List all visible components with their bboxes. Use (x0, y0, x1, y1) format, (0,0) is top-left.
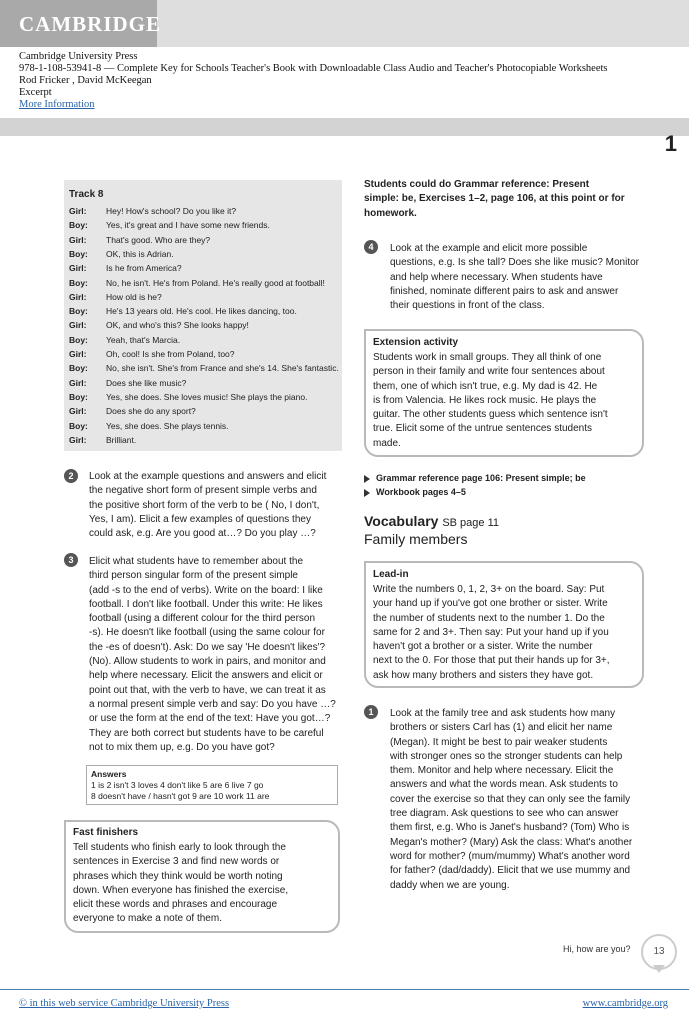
text-line: your hand up if you've got one brother or sister. Write (373, 598, 608, 610)
speech-text: How old is he? (106, 291, 162, 302)
exercise-3-text (89, 555, 344, 755)
speech-text: No, he isn't. He's from Poland. He's really good at football! (106, 277, 325, 288)
text-line: They are both correct but students have to be careful (89, 727, 324, 739)
speaker-label: Girl: (69, 206, 87, 216)
text-line: the negative short form of present simple verbs and (89, 485, 317, 497)
text-line: person in their family and write four sentences about (373, 366, 605, 378)
text-line: tree diagram. Ask questions to see who can answer (390, 808, 619, 820)
speaker-label: Boy: (69, 220, 88, 231)
text-line: third person singular form of the present simple (89, 570, 298, 582)
text-line: the positive short form of the verb to be ( No, I don't, (89, 499, 320, 511)
speaker-label: Girl: (69, 349, 87, 359)
text-line: Look at the family tree and ask students how many (390, 708, 616, 719)
text-line: next to the 0. For those that put their hands up for 3+, (373, 655, 610, 667)
text-line: down. When everyone has finished the exercise, (73, 884, 289, 896)
text-line: (Megan). It might be best to pair weaker students (390, 736, 608, 748)
lead-in-heading: Lead-in (373, 569, 409, 580)
text-line: them. Monitor and help where necessary. Elicit the (390, 765, 614, 777)
text-line: for father? (dad/daddy). Elicit that we use mummy and (390, 865, 631, 877)
copyright-link[interactable]: © in this web service Cambridge University Press (19, 998, 230, 1009)
speaker-label: Girl: (69, 263, 87, 274)
text-line: football (using a different colour for the third person (89, 613, 316, 625)
extension-text (373, 351, 641, 451)
exercise-4-text (390, 242, 655, 313)
speaker-label: Boy: (69, 306, 88, 317)
exercise-3-number: 3 (64, 553, 78, 567)
text-line: and help where necessary. When students have (390, 271, 603, 283)
text-line: not to mix them up, e.g. Do you have got? (89, 741, 275, 753)
text-line: -s). He doesn't like football (using the same colour for (89, 627, 325, 639)
fast-finishers-box (64, 820, 340, 933)
exercise-2-text (89, 470, 344, 541)
chapter-number: 1 (664, 131, 677, 156)
cambridge-logo (0, 0, 162, 47)
running-head: Hi, how are you? (563, 944, 631, 954)
text-line: football. I don't like football. Under this write: He likes (89, 598, 323, 610)
speech-text: Yes, she does. She loves music! She plays the piano. (106, 391, 308, 402)
family-members-title: Family members (364, 531, 468, 547)
text-line: made. (373, 437, 401, 449)
answers-heading: Answers (91, 769, 127, 779)
text-line: cover the exercise so that they can only see the family (390, 793, 631, 805)
speaker-label: Boy: (69, 363, 88, 374)
text-line: homework. (364, 207, 417, 219)
authors: Rod Fricker , David McKeegan (19, 75, 152, 86)
text-line: the number of students next to the number 1. Do the (373, 612, 605, 624)
arrow-right-icon (364, 475, 370, 483)
speaker-label: Boy: (69, 420, 88, 431)
text-line: elicit these words and phrases and encourage (73, 899, 278, 911)
text-line: the -es of doesn't). Ask: Do we say 'He doesn't likes'? (89, 641, 326, 653)
speech-text: OK, and who's this? She looks happy! (106, 320, 249, 331)
text-line: Elicit what students have to remember about the (89, 556, 304, 567)
link-text: Workbook pages 4–5 (376, 487, 466, 497)
exercise-2-number: 2 (64, 469, 78, 483)
speech-text: Brilliant. (106, 434, 137, 445)
text-line: sentences in Exercise 3 and find new words or (73, 856, 280, 868)
vocabulary-heading (364, 513, 499, 529)
speech-text: Hey! How's school? Do you like it? (106, 206, 237, 216)
text-line: true. Elicit some of the untrue sentences students (373, 423, 593, 435)
answers-box (86, 765, 338, 805)
text-line: word for mother? (mum/mummy) What's another word (390, 850, 630, 862)
lead-in-box (364, 561, 644, 688)
text-line: Look at the example and elicit more possible (390, 243, 588, 254)
track-title: Track 8 (69, 189, 104, 200)
speaker-label: Boy: (69, 277, 88, 288)
text-line: brothers or sisters Carl has (1) and elicit her name (390, 722, 613, 734)
text-line: daddy when we are young. (390, 879, 510, 891)
speech-text: Does she do any sport? (106, 406, 196, 417)
publisher: Cambridge University Press (19, 51, 138, 62)
text-line: help where necessary. Elicit the answers and elicit or (89, 670, 323, 682)
grammar-reference-note (364, 178, 654, 221)
text-line: Look at the example questions and answers and elicit (89, 471, 327, 482)
extension-activity-box (364, 329, 644, 457)
text-line: Students work in small groups. They all think of one (373, 352, 602, 363)
text-line: Students could do Grammar reference: Present (364, 179, 590, 190)
speech-text: Yes, it's great and I have some new friends. (106, 220, 270, 231)
text-line: answers and what the words mean. Ask students to (390, 779, 618, 791)
speaker-label: Boy: (69, 248, 88, 259)
more-information-link[interactable]: More Information (19, 99, 95, 110)
divider-band (0, 118, 689, 136)
text-line: (No). Allow students to work in pairs, and monitor and (89, 656, 326, 668)
footer-divider (0, 989, 689, 990)
extension-heading: Extension activity (373, 337, 459, 348)
answers-row-1: 1 is 2 isn't 3 loves 4 don't like 5 are 6 live 7 go (91, 780, 264, 790)
exercise-4-number: 4 (364, 240, 378, 254)
text-line: same for 2 and 3+. Then say: Put your hand up if you (373, 626, 609, 638)
speech-text: Oh, cool! Is she from Poland, too? (106, 349, 235, 359)
speaker-label: Girl: (69, 320, 87, 331)
text-line: haven't got a brother or a sister. Write the number (373, 641, 593, 653)
speech-text: No, she isn't. She's from France and she's 14. She's fantastic. (106, 363, 339, 374)
book-metadata (19, 51, 608, 111)
speaker-label: Girl: (69, 377, 87, 388)
arrow-right-icon (364, 489, 370, 497)
track-transcript (64, 180, 342, 451)
speaker-label: Girl: (69, 434, 87, 445)
vocabulary-title: Vocabulary (364, 513, 439, 529)
text-line: finished, nominate different pairs to ask and answer (390, 285, 619, 297)
excerpt-label: Excerpt (19, 87, 52, 98)
speaker-label: Boy: (69, 334, 88, 345)
text-line: Yes, I am). Elicit a few examples of questions they (89, 513, 311, 525)
text-line: Megan's mother? (Mary) Ask the class: What's another (390, 836, 633, 848)
text-line: is from Valencia. He likes rock music. He plays the (373, 394, 597, 406)
text-line: could ask, e.g. Are you good at…? Do you play …? (89, 528, 316, 540)
isbn-title: 978-1-108-53941-8 — Complete Key for Schools Teacher's Book with Downloadable Class Audio and Teacher's Photocopiable Worksheets (19, 63, 608, 74)
fast-finishers-heading: Fast finishers (73, 827, 139, 838)
text-line: Write the numbers 0, 1, 2, 3+ on the board. Say: Put (373, 584, 605, 595)
speech-text: He's 13 years old. He's cool. He likes dancing, too. (106, 306, 297, 317)
speech-text: Is he from America? (106, 263, 182, 274)
speech-text: Yes, she does. She plays tennis. (106, 420, 229, 431)
website-link[interactable]: www.cambridge.org (582, 998, 668, 1009)
text-line: guitar. The other students guess which sentence isn't (373, 409, 608, 421)
brand-name: CAMBRIDGE (19, 12, 162, 36)
text-line: questions, e.g. Is she tall? Does she like music? Monitor (390, 257, 640, 269)
grammar-reference-link (364, 473, 586, 483)
page-number-badge: 13 (641, 934, 677, 970)
exercise-1-text (390, 707, 655, 893)
speech-text: OK, this is Adrian. (106, 248, 174, 259)
speaker-label: Girl: (69, 291, 87, 302)
speech-text: That's good. Who are they? (106, 234, 211, 245)
text-line: simple: be, Exercises 1–2, page 106, at this point or for (364, 193, 625, 205)
speech-text: Yeah, that's Marcia. (106, 334, 181, 345)
workbook-link (364, 487, 466, 497)
speaker-label: Girl: (69, 406, 87, 417)
lead-in-text (373, 583, 641, 683)
answers-row-2: 8 doesn't have / hasn't got 9 are 10 work 11 are (91, 791, 270, 801)
speaker-label: Boy: (69, 391, 88, 402)
text-line: phrases which they think would be worth noting (73, 870, 283, 882)
text-line: them, one of which isn't true, e.g. My dad is 42. He (373, 380, 598, 392)
text-line: a normal present simple verb and say: Do you have …? (89, 698, 336, 710)
text-line: with stronger ones so the stronger students can help (390, 750, 623, 762)
text-line: ask how many brothers and sisters they have got. (373, 669, 594, 681)
exercise-1-number: 1 (364, 705, 378, 719)
text-line: them first, e.g. Who is Janet's husband? (Tom) Who is (390, 822, 630, 834)
text-line: (add -s to the end of verbs). Write on the board: I like (89, 584, 323, 596)
text-line: or use the form at the end of the text: Have you got…? (89, 713, 331, 725)
text-line: their questions in front of the class. (390, 300, 545, 312)
speaker-label: Girl: (69, 234, 87, 245)
fast-finishers-text (73, 841, 335, 927)
link-text: Grammar reference page 106: Present simple; be (376, 473, 586, 483)
vocabulary-page: SB page 11 (442, 517, 500, 529)
text-line: point out that, with the verb to have, we can treat it as (89, 684, 326, 696)
speech-text: Does she like music? (106, 377, 187, 388)
text-line: Tell students who finish early to look through the (73, 842, 286, 853)
text-line: everyone to make a note of them. (73, 913, 222, 925)
